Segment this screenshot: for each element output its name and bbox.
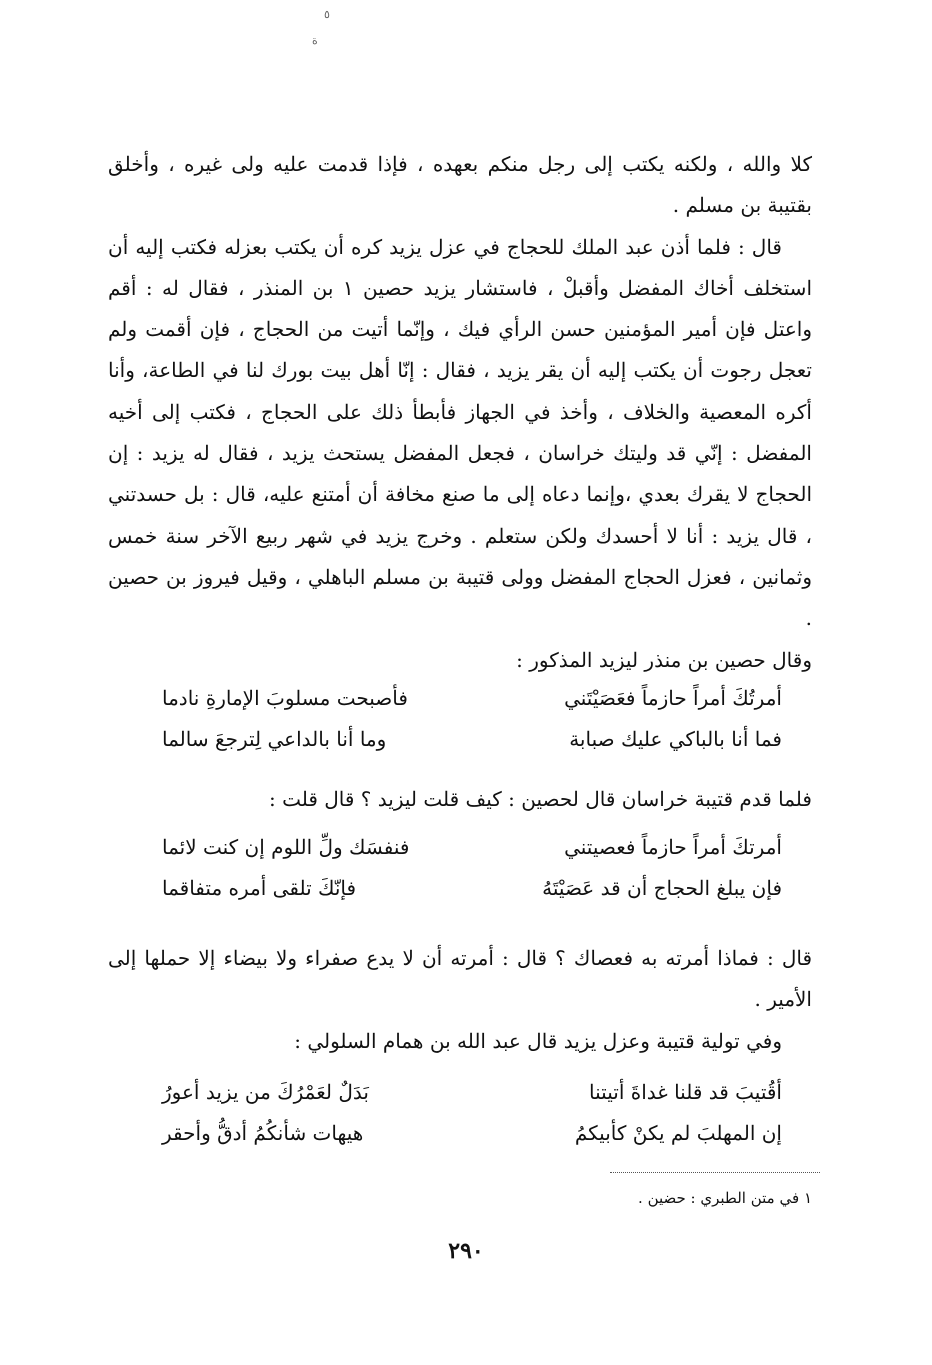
paragraph-opening: كلا والله ، ولكنه يكتب إلى رجل منكم بعهده ، فإذا قدمت عليه ولى غيره ، وأخلق بقتيبة بن مسلم . [108, 152, 812, 218]
verse-second-hemistich: فنفسَك ولِّ اللوم إن كنت لائما [162, 835, 410, 859]
verse-second-hemistich: هيهات شأنكُمُ أدقُّ وأحقر [162, 1121, 364, 1145]
verse-second-hemistich: وما أنا بالداعي لِترجعَ سالما [162, 727, 387, 751]
verse-first-hemistich: أمرتُكَ أمراً حازماً فعَصَيْتَني [564, 686, 782, 710]
paragraph-intro-poem-1: وقال حصين بن منذر ليزيد المذكور : [516, 647, 812, 672]
paragraph-narrative: قال : فلما أذن عبد الملك للحجاج في عزل يزيد كره أن يكتب بعزله فكتب إليه أن استخلف أخاك المفضل وأقبلْ ، فاستشار يزيد حصين ١ بن المنذر ، فقال له : أقم واعتل فإن أمير المؤمنين حسن الرأي فيك ، وإنّما أتيت من الحجاج ، فإن أقمت ولم تعجل رجوت أن يكتب إليه أن يقر يزيد ، فقال : إنّا أهل بيت بورك لنا في الطاعة، وأنا أكره المعصية والخلاف ، وأخذ في الجهاز فأبطأ ذلك على الحجاج ، فكتب إلى أخيه المفضل : إنّي قد وليتك خراسان ، فجعل المفضل يستحث يزيد ، فقال له يزيد : إن الحجاج لا يقرك بعدي ،وإنما دعاه إلى ما صنع مخافة أن أمتنع عليه، قال : بل حسدتني ، قال يزيد : أنا لا أحسدك ولكن ستعلم . وخرج يزيد في شهر ربيع الآخر سنة خمس وثمانين ، فعزل الحجاج المفضل وولى قتيبة بن مسلم الباهلي ، وقيل فيروز بن حصين . [108, 234, 812, 631]
poem-verse [162, 1072, 782, 1113]
scan-mark-top: ٥ [324, 8, 330, 21]
paragraph-intro-poem-2: فلما قدم قتيبة خراسان قال لحصين : كيف قلت ليزيد ؟ قال قلت : [268, 787, 812, 811]
poem-verse [162, 827, 782, 868]
footnote: ١ في متن الطبري : حضين . [638, 1189, 812, 1207]
verse-first-hemistich: أقُتيبَ قد قلنا غداةَ أتيتنا [589, 1080, 782, 1104]
verse-first-hemistich: فإن يبلغ الحجاج أن قد عَصَيْتَهُ [542, 876, 782, 900]
poem-2 [162, 827, 782, 909]
poem-verse [162, 1113, 782, 1154]
page-number: ٢٩٠ [448, 1238, 484, 1264]
footnote-divider [610, 1172, 820, 1173]
verse-second-hemistich: فإنّكَ تلقى أمره متفاقما [162, 876, 357, 900]
poem-verse [162, 868, 782, 909]
verse-second-hemistich: بَدَلٌ لعَمْرُكَ من يزيد أعورُ [162, 1080, 369, 1104]
poem-3 [162, 1072, 782, 1154]
verse-first-hemistich: إن المهلبَ لم يكنْ كأبيكمُ [574, 1121, 782, 1145]
paragraph-intro-poem-3: وفي تولية قتيبة وعزل يزيد قال عبد الله بن همام السلولي : [294, 1028, 782, 1053]
paragraph-reply: قال : فماذا أمرته به فعصاك ؟ قال : أمرته أن لا يدع صفراء ولا بيضاء إلا حملها إلى الأمير . [108, 946, 813, 1012]
prose-block-2 [108, 938, 812, 1062]
poem-verse [162, 719, 782, 760]
scan-mark-second: ﺓ [312, 34, 318, 47]
prose-block-1 [108, 144, 812, 681]
verse-second-hemistich: فأصبحت مسلوبَ الإمارةِ نادما [162, 686, 408, 710]
poem-1 [162, 678, 782, 760]
verse-first-hemistich: فما أنا بالباكي عليك صبابة [569, 727, 782, 751]
poem-verse [162, 678, 782, 719]
verse-first-hemistich: أمرتكَ أمراً حازماً فعصيتني [564, 835, 782, 859]
